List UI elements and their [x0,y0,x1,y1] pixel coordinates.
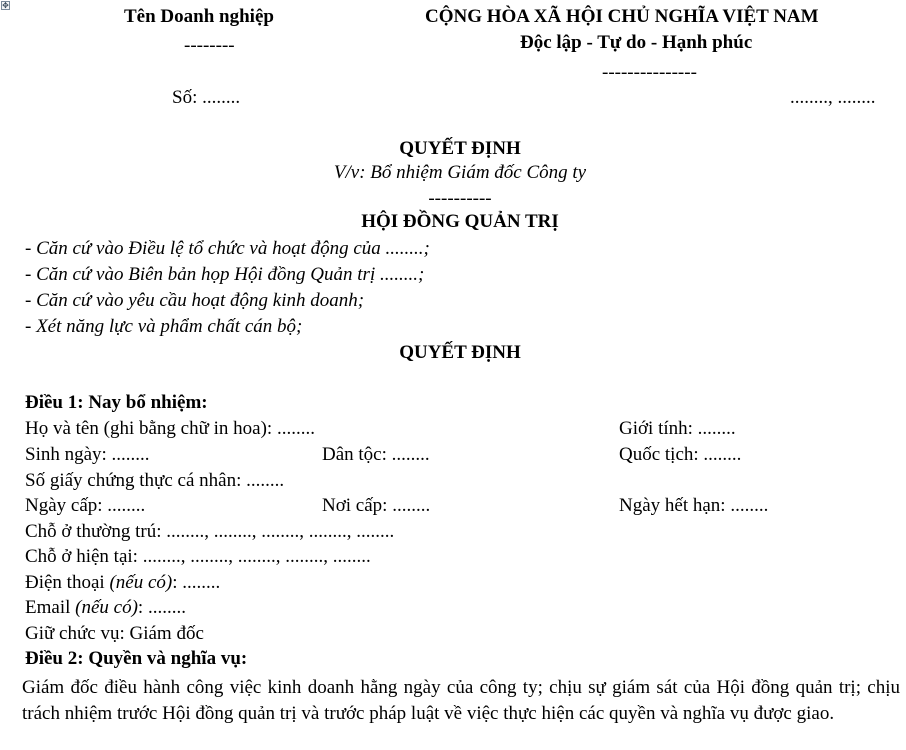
email-value: : ........ [137,597,186,618]
position-field: Giữ chức vụ: Giám đốc [25,623,204,644]
full-name-field: Họ và tên (ghi bằng chữ in hoa): ........ [25,418,315,439]
email-label: Email [25,597,76,618]
issuing-authority: HỘI ĐỒNG QUẢN TRỊ [361,211,559,232]
current-address-field: Chỗ ở hiện tại: ........, ........, ........, ........, ........ [25,546,371,567]
id-issue-row [25,495,895,519]
issue-date-field: Ngày cấp: ........ [25,495,146,516]
document-title: QUYẾT ĐỊNH [399,138,521,159]
company-name: Tên Doanh nghiệp [124,6,274,27]
motto-divider: --------------- [602,62,697,83]
article-2-heading: Điều 2: Quyền và nghĩa vụ: [25,648,248,669]
issue-place-field: Nơi cấp: ........ [322,495,431,516]
dob-field: Sinh ngày: ........ [25,444,150,465]
document-subject: V/v: Bổ nhiệm Giám đốc Công ty [333,162,587,183]
birth-ethnicity-row [25,444,895,468]
decision-heading: QUYẾT ĐỊNH [399,342,521,363]
permanent-address-field: Chỗ ở thường trú: ........, ........, ........, ........, ........ [25,521,395,542]
document-number: Số: ........ [172,87,241,108]
basis-item: - Xét năng lực và phẩm chất cán bộ; [25,316,303,337]
phone-label: Điện thoại [25,572,110,593]
gender-field: Giới tính: ........ [619,418,736,439]
article-2-body: Giám đốc điều hành công việc kinh doanh hằng ngày của công ty; chịu sự giám sát của Hội đồng quản trị; chịu trách nhiệm trước Hội đồng quản trị và trước pháp luật về việc thực hiện các quyền và nghĩa vụ được giao. [22,677,900,724]
id-number-field: Số giấy chứng thực cá nhân: ........ [25,470,285,491]
country-name: CỘNG HÒA XÃ HỘI CHỦ NGHĨA VIỆT NAM [425,6,819,27]
basis-item: - Căn cứ vào yêu cầu hoạt động kinh doanh; [25,290,365,311]
email-field [25,597,186,619]
move-handle-icon[interactable]: ✥ [2,1,9,10]
phone-optional-note: (nếu có) [109,572,173,593]
ethnicity-field: Dân tộc: ........ [322,444,430,465]
national-motto: Độc lập - Tự do - Hạnh phúc [520,32,753,53]
name-gender-row [25,418,895,442]
place-date: ........, ........ [790,87,876,108]
phone-value: : ........ [172,572,221,593]
company-divider: -------- [184,35,235,56]
expiry-date-field: Ngày hết hạn: ........ [619,495,769,516]
phone-field [25,572,220,594]
basis-item: - Căn cứ vào Biên bản họp Hội đồng Quản trị ........; [25,264,425,285]
basis-item: - Căn cứ vào Điều lệ tổ chức và hoạt động của ........; [25,238,430,259]
nationality-field: Quốc tịch: ........ [619,444,742,465]
title-divider: ---------- [428,188,492,209]
article-1-heading: Điều 1: Nay bổ nhiệm: [25,392,208,413]
email-optional-note: (nếu có) [75,597,138,618]
